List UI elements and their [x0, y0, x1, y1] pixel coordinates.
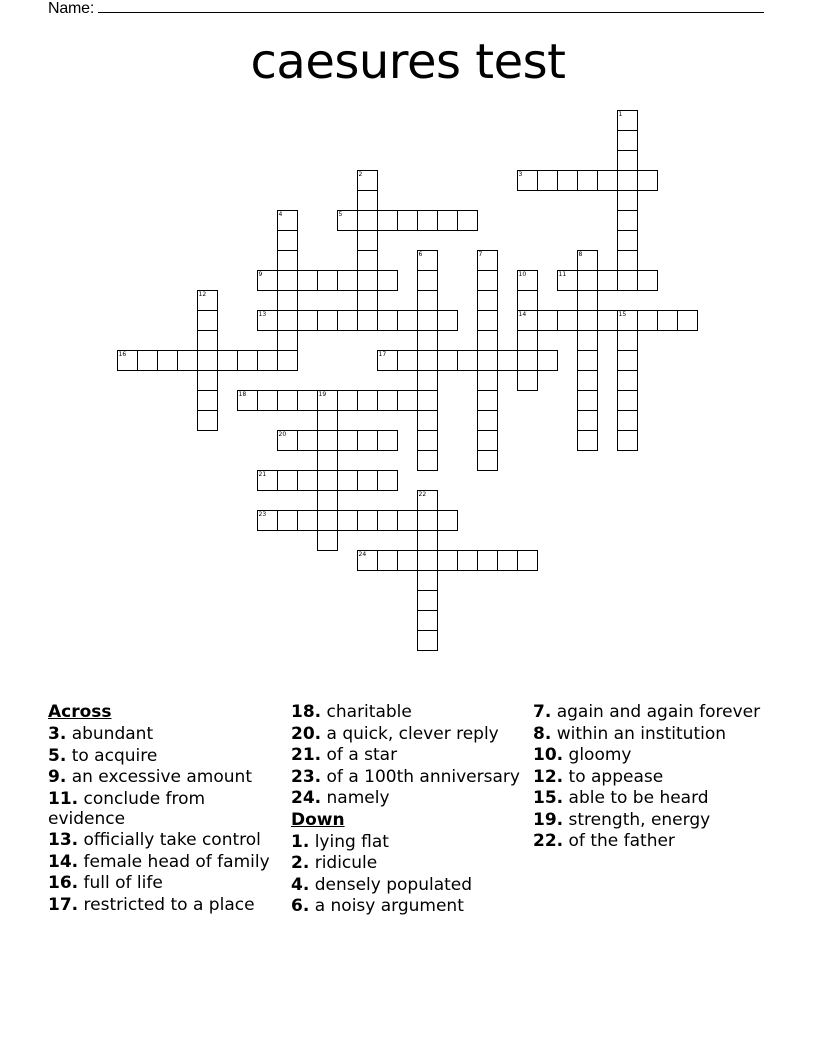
clue-number: 20 [278, 430, 287, 438]
grid-cell[interactable] [617, 330, 638, 351]
grid-cell[interactable] [417, 430, 438, 451]
clue-number: 13 [258, 310, 267, 318]
grid-cell[interactable] [537, 170, 558, 191]
grid-cell[interactable] [597, 170, 618, 191]
clue-across: 17. restricted to a place [48, 894, 255, 915]
clue-number: 7 [478, 250, 483, 258]
grid-cell[interactable] [617, 170, 638, 191]
clue-down: 19. strength, energy [533, 809, 711, 830]
grid-cell[interactable] [357, 270, 378, 291]
clue-number: 1 [618, 110, 623, 118]
grid-cell[interactable] [477, 270, 498, 291]
grid-cell[interactable] [477, 290, 498, 311]
clue-number: 23 [258, 510, 267, 518]
grid-cell[interactable] [277, 510, 298, 531]
clue-across: 18. charitable [291, 702, 412, 722]
grid-cell[interactable] [417, 330, 438, 351]
clues-column-1 [48, 702, 278, 916]
grid-cell[interactable] [597, 270, 618, 291]
clue-across: 14. female head of family [48, 851, 270, 872]
grid-cell[interactable] [277, 350, 298, 371]
clue-number: 9 [258, 270, 263, 278]
grid-cell[interactable] [457, 550, 478, 571]
grid-cell[interactable] [277, 210, 298, 231]
grid-cell[interactable] [297, 390, 318, 411]
name-field[interactable] [48, 0, 764, 18]
clue-number: 8 [578, 250, 583, 258]
grid-cell[interactable] [257, 510, 278, 531]
clue-across: 5. to acquire [48, 745, 158, 766]
grid-cell[interactable] [377, 210, 398, 231]
grid-cell[interactable] [337, 270, 358, 291]
grid-cell[interactable] [517, 550, 538, 571]
grid-cell[interactable] [477, 350, 498, 371]
clue-across: 20. a quick, clever reply [291, 723, 499, 744]
grid-cell[interactable] [617, 350, 638, 371]
grid-cell[interactable] [337, 390, 358, 411]
clue-number: 2 [358, 170, 363, 178]
grid-cell[interactable] [477, 450, 498, 471]
grid-cell[interactable] [457, 350, 478, 371]
grid-cell[interactable] [237, 350, 258, 371]
grid-cell[interactable] [337, 210, 358, 231]
grid-cell[interactable] [477, 550, 498, 571]
grid-cell[interactable] [577, 410, 598, 431]
clue-down: 2. ridicule [291, 853, 378, 873]
grid-cell[interactable] [357, 470, 378, 491]
grid-cell[interactable] [557, 170, 578, 191]
grid-cell[interactable] [277, 390, 298, 411]
grid-cell[interactable] [217, 350, 238, 371]
grid-cell[interactable] [317, 410, 338, 431]
grid-cell[interactable] [297, 470, 318, 491]
clue-down: 7. again and again forever [533, 702, 761, 722]
clue-down: 6. a noisy argument [291, 896, 464, 916]
grid-cell[interactable] [197, 310, 218, 331]
grid-cell[interactable] [617, 390, 638, 411]
grid-cell[interactable] [377, 390, 398, 411]
grid-cell[interactable] [337, 430, 358, 451]
grid-cell[interactable] [357, 250, 378, 271]
clue-number: 11 [558, 270, 567, 278]
grid-cell[interactable] [477, 390, 498, 411]
grid-cell[interactable] [477, 330, 498, 351]
clues-column-3 [533, 702, 768, 853]
grid-cell[interactable] [137, 350, 158, 371]
grid-cell[interactable] [157, 350, 178, 371]
grid-cell[interactable] [277, 250, 298, 271]
grid-cell[interactable] [417, 570, 438, 591]
clue-down: 10. gloomy [533, 745, 632, 765]
clue-across: 11. conclude from evidence [48, 788, 206, 829]
grid-cell[interactable] [357, 210, 378, 231]
grid-cell[interactable] [577, 290, 598, 311]
clue-across: 21. of a star [291, 745, 398, 765]
grid-cell[interactable] [557, 310, 578, 331]
grid-cell[interactable] [617, 270, 638, 291]
grid-cell[interactable] [637, 270, 658, 291]
grid-cell[interactable] [257, 390, 278, 411]
grid-cell[interactable] [517, 170, 538, 191]
grid-cell[interactable] [557, 270, 578, 291]
grid-cell[interactable] [457, 210, 478, 231]
clue-number: 21 [258, 470, 267, 478]
grid-cell[interactable] [537, 350, 558, 371]
clue-across: 24. namely [291, 788, 390, 808]
grid-cell[interactable] [417, 310, 438, 331]
grid-cell[interactable] [357, 390, 378, 411]
clue-number: 17 [378, 350, 387, 358]
grid-cell[interactable] [317, 510, 338, 531]
clue-down: 12. to appease [533, 766, 664, 787]
grid-cell[interactable] [657, 310, 678, 331]
grid-cell[interactable] [437, 550, 458, 571]
grid-cell[interactable] [417, 610, 438, 631]
grid-cell[interactable] [397, 350, 418, 371]
clue-number: 3 [518, 170, 523, 178]
grid-cell[interactable] [477, 410, 498, 431]
grid-cell[interactable] [417, 390, 438, 411]
grid-cell[interactable] [297, 430, 318, 451]
grid-cell[interactable] [317, 490, 338, 511]
grid-cell[interactable] [617, 110, 638, 131]
grid-cell[interactable] [357, 310, 378, 331]
clue-across: 13. officially take control [48, 830, 261, 850]
grid-cell[interactable] [417, 250, 438, 271]
grid-cell[interactable] [397, 390, 418, 411]
grid-cell[interactable] [537, 310, 558, 331]
grid-cell[interactable] [257, 470, 278, 491]
grid-cell[interactable] [197, 370, 218, 391]
grid-cell[interactable] [417, 350, 438, 371]
grid-cell[interactable] [577, 350, 598, 371]
grid-cell[interactable] [277, 290, 298, 311]
clue-number: 4 [278, 210, 283, 218]
grid-cell[interactable] [197, 390, 218, 411]
grid-cell[interactable] [517, 350, 538, 371]
grid-cell[interactable] [497, 550, 518, 571]
grid-cell[interactable] [397, 210, 418, 231]
grid-cell[interactable] [437, 210, 458, 231]
name-blank-line[interactable] [98, 0, 764, 13]
grid-cell[interactable] [317, 530, 338, 551]
grid-cell[interactable] [357, 430, 378, 451]
grid-cell[interactable] [177, 350, 198, 371]
grid-cell[interactable] [377, 350, 398, 371]
page-title: caesures test [250, 34, 566, 90]
grid-cell[interactable] [277, 270, 298, 291]
grid-cell[interactable] [517, 310, 538, 331]
name-label: Name: [48, 0, 95, 17]
grid-cell[interactable] [277, 230, 298, 251]
grid-cell[interactable] [637, 170, 658, 191]
grid-cell[interactable] [197, 330, 218, 351]
grid-cell[interactable] [417, 270, 438, 291]
grid-cell[interactable] [417, 630, 438, 651]
grid-cell[interactable] [617, 410, 638, 431]
clue-down: 4. densely populated [291, 874, 473, 895]
grid-cell[interactable] [577, 390, 598, 411]
grid-cell[interactable] [497, 350, 518, 371]
clue-down: 15. able to be heard [533, 788, 709, 808]
grid-cell[interactable] [517, 290, 538, 311]
grid-cell[interactable] [297, 510, 318, 531]
grid-cell[interactable] [317, 450, 338, 471]
grid-cell[interactable] [617, 190, 638, 211]
grid-cell[interactable] [617, 430, 638, 451]
clue-number: 19 [318, 390, 327, 398]
grid-cell[interactable] [277, 430, 298, 451]
clue-across: 23. of a 100th anniversary [291, 766, 520, 787]
grid-cell[interactable] [317, 270, 338, 291]
grid-cell[interactable] [577, 250, 598, 271]
grid-cell[interactable] [377, 310, 398, 331]
grid-cell[interactable] [417, 510, 438, 531]
grid-cell[interactable] [417, 450, 438, 471]
grid-cell[interactable] [577, 310, 598, 331]
grid-cell[interactable] [617, 370, 638, 391]
grid-cell[interactable] [337, 510, 358, 531]
grid-cell[interactable] [577, 270, 598, 291]
grid-cell[interactable] [397, 510, 418, 531]
clue-number: 22 [418, 490, 427, 498]
grid-cell[interactable] [417, 550, 438, 571]
grid-cell[interactable] [317, 470, 338, 491]
grid-cell[interactable] [277, 470, 298, 491]
grid-cell[interactable] [337, 310, 358, 331]
grid-cell[interactable] [277, 310, 298, 331]
grid-cell[interactable] [517, 330, 538, 351]
grid-cell[interactable] [437, 310, 458, 331]
grid-cell[interactable] [477, 430, 498, 451]
grid-cell[interactable] [637, 310, 658, 331]
grid-cell[interactable] [617, 150, 638, 171]
grid-cell[interactable] [357, 550, 378, 571]
grid-cell[interactable] [597, 310, 618, 331]
grid-cell[interactable] [277, 330, 298, 351]
grid-cell[interactable] [477, 250, 498, 271]
grid-cell[interactable] [617, 210, 638, 231]
grid-cell[interactable] [377, 470, 398, 491]
clue-number: 6 [418, 250, 423, 258]
grid-cell[interactable] [377, 510, 398, 531]
grid-cell[interactable] [197, 410, 218, 431]
down-heading: Down [291, 809, 345, 830]
grid-cell[interactable] [437, 350, 458, 371]
grid-cell[interactable] [517, 370, 538, 391]
grid-cell[interactable] [617, 250, 638, 271]
grid-cell[interactable] [297, 310, 318, 331]
grid-cell[interactable] [357, 190, 378, 211]
clue-number: 15 [618, 310, 627, 318]
grid-cell[interactable] [357, 230, 378, 251]
grid-cell[interactable] [577, 430, 598, 451]
grid-cell[interactable] [417, 210, 438, 231]
grid-cell[interactable] [357, 510, 378, 531]
clue-number: 10 [518, 270, 527, 278]
grid-cell[interactable] [417, 290, 438, 311]
grid-cell[interactable] [237, 390, 258, 411]
clues-column-2 [291, 702, 527, 918]
clue-number: 14 [518, 310, 527, 318]
grid-cell[interactable] [257, 270, 278, 291]
grid-cell[interactable] [197, 290, 218, 311]
grid-cell[interactable] [477, 370, 498, 391]
grid-cell[interactable] [317, 310, 338, 331]
grid-cell[interactable] [317, 390, 338, 411]
grid-cell[interactable] [297, 270, 318, 291]
clue-number: 18 [238, 390, 247, 398]
clue-across: 9. an excessive amount [48, 767, 252, 787]
grid-cell[interactable] [377, 430, 398, 451]
across-heading: Across [48, 702, 112, 722]
grid-cell[interactable] [117, 350, 138, 371]
grid-cell[interactable] [397, 310, 418, 331]
grid-cell[interactable] [417, 410, 438, 431]
grid-cell[interactable] [517, 270, 538, 291]
grid-cell[interactable] [377, 550, 398, 571]
grid-cell[interactable] [357, 170, 378, 191]
grid-cell[interactable] [197, 350, 218, 371]
clue-down: 22. of the father [533, 831, 675, 851]
grid-cell[interactable] [377, 270, 398, 291]
grid-cell[interactable] [577, 330, 598, 351]
clue-number: 24 [358, 550, 367, 558]
grid-cell[interactable] [417, 490, 438, 511]
grid-cell[interactable] [577, 370, 598, 391]
grid-cell[interactable] [317, 430, 338, 451]
clue-number: 16 [118, 350, 127, 358]
clue-across: 16. full of life [48, 873, 163, 893]
clue-down: 1. lying flat [291, 831, 389, 852]
grid-cell[interactable] [337, 470, 358, 491]
grid-cell[interactable] [417, 530, 438, 551]
grid-cell[interactable] [257, 310, 278, 331]
clue-number: 12 [198, 290, 207, 298]
grid-cell[interactable] [617, 230, 638, 251]
grid-cell[interactable] [417, 590, 438, 611]
grid-cell[interactable] [617, 130, 638, 151]
grid-cell[interactable] [437, 510, 458, 531]
grid-cell[interactable] [357, 290, 378, 311]
clue-across: 3. abundant [48, 724, 154, 744]
grid-cell[interactable] [417, 370, 438, 391]
grid-cell[interactable] [397, 550, 418, 571]
grid-cell[interactable] [577, 170, 598, 191]
clue-number: 5 [338, 210, 343, 218]
clue-down: 8. within an institution [533, 723, 727, 744]
grid-cell[interactable] [257, 350, 278, 371]
grid-cell[interactable] [477, 310, 498, 331]
grid-cell[interactable] [617, 310, 638, 331]
grid-cell[interactable] [677, 310, 698, 331]
